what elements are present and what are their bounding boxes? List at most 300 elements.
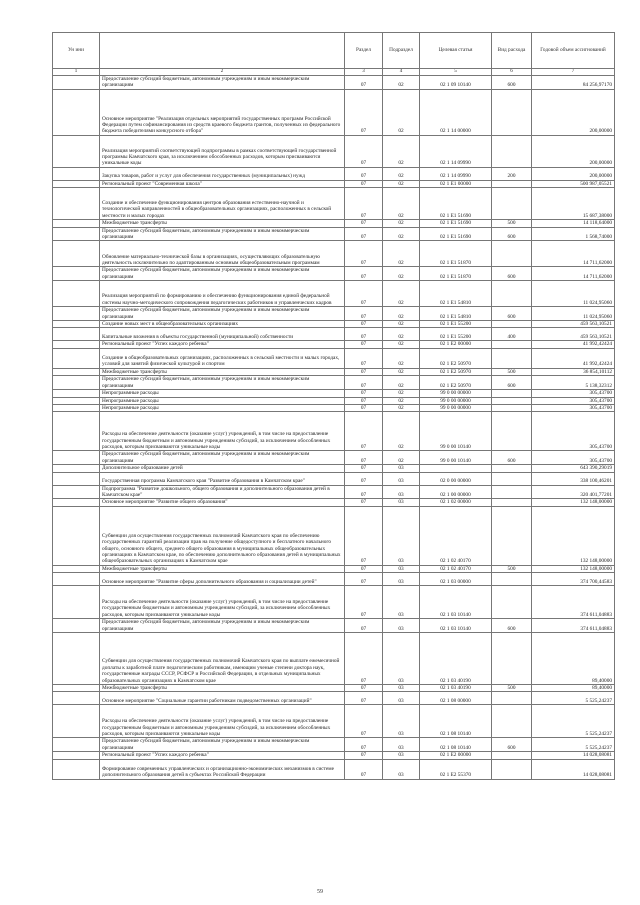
- row-number-cell: [53, 738, 100, 752]
- row-amount-cell: 500 987,05521: [532, 180, 615, 187]
- row-name-cell: Межбюджетные трансферты: [100, 684, 345, 691]
- table-row: [53, 307, 615, 321]
- table-row: [53, 135, 615, 167]
- row-target-article-cell: 02 1 03 10140: [420, 586, 492, 619]
- row-target-article-cell: 02 1 03 40190: [420, 632, 492, 684]
- row-amount-cell: 305,43700: [532, 397, 615, 404]
- table-row: [53, 404, 615, 411]
- row-amount-cell: 132 148,00000: [532, 565, 615, 572]
- row-expense-type-cell: [492, 632, 532, 684]
- row-expense-type-cell: [492, 180, 532, 187]
- row-razdel-cell: 07: [345, 397, 383, 404]
- row-podrazdel-cell: 03: [383, 565, 420, 572]
- row-amount-cell: 41 992,42424: [532, 348, 615, 368]
- row-target-article-cell: 02 1 02 40170: [420, 565, 492, 572]
- row-name-cell: Создание и обеспечение функционирования центров образования естественно-научной и технологической направленностей в общеобразовательных организациях, расположенных в сельской местности и малых городах: [100, 188, 345, 220]
- page-number: 59: [317, 889, 323, 895]
- row-podrazdel-cell: 02: [383, 328, 420, 341]
- table-row: [53, 472, 615, 485]
- row-razdel-cell: 07: [345, 368, 383, 375]
- row-name-cell: Расходы на обеспечение деятельности (оказание услуг) учреждений, в том числе на предоставление государственным бюджетным и автономным учреждениям субсидий, за исключением обособленных расходов, которым присваиваются уникальные коды: [100, 586, 345, 619]
- table-row: [53, 227, 615, 241]
- row-expense-type-cell: [492, 341, 532, 348]
- row-expense-type-cell: 600: [492, 619, 532, 633]
- row-amount-cell: 305,43700: [532, 412, 615, 451]
- column-number: 3: [345, 69, 383, 76]
- row-razdel-cell: 07: [345, 227, 383, 241]
- row-number-cell: [53, 188, 100, 220]
- row-name-cell: Реализация мероприятий соответствующей подпрограммы в рамках соответствующей государственной программы Камчатского края, за исключением обособленных расходов, которым присваиваются уникальные коды: [100, 135, 345, 167]
- row-amount-cell: 14 028,08081: [532, 759, 615, 779]
- row-amount-cell: 36 854,10112: [532, 368, 615, 375]
- row-amount-cell: 11 024,95060: [532, 307, 615, 321]
- row-name-cell: Межбюджетные трансферты: [100, 565, 345, 572]
- row-amount-cell: 5 525,24237: [532, 692, 615, 705]
- row-podrazdel-cell: 03: [383, 465, 420, 472]
- row-name-cell: Субвенции для осуществления государственных полномочий Камчатского края по выплате ежемесячной доплаты к заработной плате педагогическим работникам, имеющим ученые степени доктора наук, государственные награды СССР, РСФСР и Российской Федерации, в отдельных муниципальных образовательных организациях в Камчатском крае: [100, 632, 345, 684]
- row-expense-type-cell: 600: [492, 451, 532, 465]
- row-amount-cell: 374 700,44583: [532, 573, 615, 586]
- row-razdel-cell: 07: [345, 684, 383, 691]
- row-razdel-cell: 07: [345, 188, 383, 220]
- row-target-article-cell: 02 1 02 00000: [420, 499, 492, 506]
- row-amount-cell: 11 024,95060: [532, 281, 615, 307]
- row-amount-cell: 41 992,42424: [532, 341, 615, 348]
- row-razdel-cell: 07: [345, 692, 383, 705]
- row-target-article-cell: 02 1 Е1 51870: [420, 267, 492, 281]
- row-podrazdel-cell: 03: [383, 752, 420, 759]
- row-number-cell: [53, 89, 100, 135]
- table-row: [53, 499, 615, 506]
- row-name-cell: Основное мероприятие "Развитие общего образования": [100, 499, 345, 506]
- row-target-article-cell: 02 1 Е2 00000: [420, 341, 492, 348]
- row-podrazdel-cell: 03: [383, 619, 420, 633]
- row-podrazdel-cell: 03: [383, 684, 420, 691]
- table-row: [53, 451, 615, 465]
- row-razdel-cell: 07: [345, 586, 383, 619]
- row-amount-cell: 305,43700: [532, 451, 615, 465]
- row-expense-type-cell: [492, 573, 532, 586]
- row-target-article-cell: 02 1 08 00000: [420, 692, 492, 705]
- row-podrazdel-cell: 03: [383, 573, 420, 586]
- row-target-article-cell: 99 0 00 10140: [420, 412, 492, 451]
- row-expense-type-cell: [492, 499, 532, 506]
- row-razdel-cell: 07: [345, 328, 383, 341]
- row-razdel-cell: 07: [345, 465, 383, 472]
- table-row: [53, 267, 615, 281]
- row-podrazdel-cell: 02: [383, 397, 420, 404]
- table-row: [53, 167, 615, 180]
- row-name-cell: Закупка товаров, работ и услуг для обеспечения государственных (муниципальных) нужд: [100, 167, 345, 180]
- table-row: [53, 465, 615, 472]
- table-row: [53, 376, 615, 390]
- row-expense-type-cell: 500: [492, 684, 532, 691]
- row-amount-cell: 320 401,77201: [532, 485, 615, 499]
- row-target-article-cell: 02 1 14 00000: [420, 89, 492, 135]
- row-expense-type-cell: [492, 397, 532, 404]
- row-target-article-cell: 02 1 03 10140: [420, 619, 492, 633]
- row-razdel-cell: 07: [345, 472, 383, 485]
- row-podrazdel-cell: 02: [383, 188, 420, 220]
- row-razdel-cell: 07: [345, 752, 383, 759]
- row-number-cell: [53, 705, 100, 738]
- row-razdel-cell: 07: [345, 738, 383, 752]
- table-row: [53, 188, 615, 220]
- table-row: [53, 573, 615, 586]
- row-target-article-cell: 99 0 00 10140: [420, 451, 492, 465]
- row-expense-type-cell: [492, 465, 532, 472]
- row-razdel-cell: 07: [345, 619, 383, 633]
- row-expense-type-cell: [492, 390, 532, 397]
- row-expense-type-cell: [492, 485, 532, 499]
- row-target-article-cell: 02 1 Е1 54810: [420, 281, 492, 307]
- row-amount-cell: 643 390,29019: [532, 465, 615, 472]
- row-target-article-cell: 02 1 Е1 51690: [420, 220, 492, 227]
- row-expense-type-cell: 600: [492, 307, 532, 321]
- row-amount-cell: 374 611,04883: [532, 586, 615, 619]
- row-podrazdel-cell: 02: [383, 227, 420, 241]
- row-razdel-cell: 07: [345, 499, 383, 506]
- table-row: [53, 220, 615, 227]
- table-row: [53, 412, 615, 451]
- table-row: [53, 397, 615, 404]
- row-number-cell: [53, 752, 100, 759]
- row-number-cell: [53, 759, 100, 779]
- row-amount-cell: 14 711,62000: [532, 241, 615, 267]
- row-target-article-cell: 02 1 Е2 00000: [420, 752, 492, 759]
- row-expense-type-cell: 600: [492, 267, 532, 281]
- table-row: [53, 738, 615, 752]
- table-row: [53, 619, 615, 633]
- row-expense-type-cell: [492, 759, 532, 779]
- row-number-cell: [53, 328, 100, 341]
- row-podrazdel-cell: 03: [383, 632, 420, 684]
- row-amount-cell: 5 138,32312: [532, 376, 615, 390]
- table-row: [53, 586, 615, 619]
- header-cell-razdel: Раздел: [345, 33, 383, 69]
- row-number-cell: [53, 412, 100, 451]
- row-number-cell: [53, 348, 100, 368]
- row-amount-cell: 305,43700: [532, 390, 615, 397]
- table-header-row: [53, 33, 615, 69]
- row-name-cell: Расходы на обеспечение деятельности (оказание услуг) учреждений, в том числе на предоставление государственным бюджетным и автономным учреждениям субсидий, за исключением обособленных расходов, которым присваиваются уникальные коды: [100, 412, 345, 451]
- row-number-cell: [53, 586, 100, 619]
- row-razdel-cell: 07: [345, 390, 383, 397]
- table-row: [53, 632, 615, 684]
- row-number-cell: [53, 307, 100, 321]
- row-razdel-cell: 07: [345, 76, 383, 90]
- row-target-article-cell: 02 1 Е1 00000: [420, 180, 492, 187]
- row-amount-cell: 14 711,62000: [532, 267, 615, 281]
- row-razdel-cell: 07: [345, 404, 383, 411]
- header-cell-name: [100, 33, 345, 69]
- row-target-article-cell: 02 1 14 09990: [420, 167, 492, 180]
- row-number-cell: [53, 506, 100, 565]
- row-podrazdel-cell: 03: [383, 485, 420, 499]
- table-row: [53, 89, 615, 135]
- row-target-article-cell: 02 1 Е1 51690: [420, 188, 492, 220]
- header-cell-expense-type: Вид расхода: [492, 33, 532, 69]
- row-amount-cell: 132 148,00000: [532, 506, 615, 565]
- row-podrazdel-cell: 02: [383, 241, 420, 267]
- row-razdel-cell: 07: [345, 485, 383, 499]
- row-name-cell: Региональный проект "Успех каждого ребенка": [100, 341, 345, 348]
- row-podrazdel-cell: 03: [383, 705, 420, 738]
- row-expense-type-cell: 600: [492, 738, 532, 752]
- row-razdel-cell: 07: [345, 307, 383, 321]
- row-amount-cell: 132 148,00000: [532, 499, 615, 506]
- row-number-cell: [53, 499, 100, 506]
- row-name-cell: Региональный проект "Современная школа": [100, 180, 345, 187]
- row-name-cell: Расходы на обеспечение деятельности (оказание услуг) учреждений, в том числе на предоставление государственным бюджетным и автономным учреждениям субсидий, за исключением обособленных расходов, которым присваиваются уникальные коды: [100, 705, 345, 738]
- row-podrazdel-cell: 03: [383, 692, 420, 705]
- row-number-cell: [53, 573, 100, 586]
- row-name-cell: Предоставление субсидий бюджетным, автономным учреждениям и иным некоммерческим организациям: [100, 267, 345, 281]
- row-name-cell: Подпрограмма "Развитие дошкольного, общего образования и дополнительного образования детей в Камчатском крае": [100, 485, 345, 499]
- row-expense-type-cell: [492, 412, 532, 451]
- row-name-cell: Основное мероприятие "Развитие сферы дополнительного образования и социализации детей": [100, 573, 345, 586]
- row-number-cell: [53, 485, 100, 499]
- row-amount-cell: 89,40000: [532, 684, 615, 691]
- table-row: [53, 180, 615, 187]
- row-number-cell: [53, 565, 100, 572]
- table-row: [53, 281, 615, 307]
- row-name-cell: Межбюджетные трансферты: [100, 368, 345, 375]
- budget-table: [52, 32, 615, 780]
- row-target-article-cell: 02 1 Е2 50970: [420, 376, 492, 390]
- row-number-cell: [53, 465, 100, 472]
- row-expense-type-cell: [492, 472, 532, 485]
- row-number-cell: [53, 220, 100, 227]
- row-target-article-cell: 02 1 Е1 55200: [420, 321, 492, 328]
- row-name-cell: Формирование современных управленческих и организационно-экономических механизмов в системе дополнительного образования детей в субъектах Российской Федерации: [100, 759, 345, 779]
- column-number: 7: [532, 69, 615, 76]
- row-name-cell: Государственная программа Камчатского края "Развитие образования в Камчатском крае": [100, 472, 345, 485]
- row-target-article-cell: 02 1 00 00000: [420, 485, 492, 499]
- row-podrazdel-cell: 02: [383, 341, 420, 348]
- row-amount-cell: 89,40000: [532, 632, 615, 684]
- row-amount-cell: 1 568,74000: [532, 227, 615, 241]
- row-podrazdel-cell: 02: [383, 348, 420, 368]
- row-razdel-cell: 07: [345, 220, 383, 227]
- table-row: [53, 76, 615, 90]
- row-podrazdel-cell: 02: [383, 89, 420, 135]
- row-number-cell: [53, 692, 100, 705]
- row-amount-cell: 14 028,08081: [532, 752, 615, 759]
- row-target-article-cell: [420, 465, 492, 472]
- row-razdel-cell: 07: [345, 412, 383, 451]
- row-expense-type-cell: 500: [492, 565, 532, 572]
- row-name-cell: Предоставление субсидий бюджетным, автономным учреждениям и иным некоммерческим организациям: [100, 451, 345, 465]
- row-podrazdel-cell: 02: [383, 404, 420, 411]
- row-podrazdel-cell: 02: [383, 321, 420, 328]
- table-row: [53, 341, 615, 348]
- row-expense-type-cell: [492, 348, 532, 368]
- row-podrazdel-cell: 02: [383, 167, 420, 180]
- table-row: [53, 390, 615, 397]
- row-podrazdel-cell: 03: [383, 506, 420, 565]
- row-number-cell: [53, 390, 100, 397]
- row-amount-cell: 15 687,38000: [532, 188, 615, 220]
- table-row: [53, 705, 615, 738]
- row-number-cell: [53, 684, 100, 691]
- row-podrazdel-cell: 03: [383, 499, 420, 506]
- row-amount-cell: 459 563,10521: [532, 328, 615, 341]
- row-target-article-cell: 02 1 02 40170: [420, 506, 492, 565]
- table-row: [53, 506, 615, 565]
- row-amount-cell: 5 525,24237: [532, 738, 615, 752]
- row-name-cell: Предоставление субсидий бюджетным, автономным учреждениям и иным некоммерческим организациям: [100, 619, 345, 633]
- row-number-cell: [53, 281, 100, 307]
- row-podrazdel-cell: 02: [383, 376, 420, 390]
- row-expense-type-cell: [492, 586, 532, 619]
- row-target-article-cell: 02 1 03 00000: [420, 573, 492, 586]
- row-podrazdel-cell: 02: [383, 368, 420, 375]
- row-razdel-cell: 07: [345, 348, 383, 368]
- row-number-cell: [53, 321, 100, 328]
- row-name-cell: Основное мероприятие "Социальные гарантии работникам подведомственных организаций": [100, 692, 345, 705]
- row-name-cell: Основное мероприятие "Реализация отдельных мероприятий государственных программ Российской Федерации путем софинансирования из средств краевого бюджета грантов, полученных из федерального бюджета победителями конкурсного отбора": [100, 89, 345, 135]
- row-amount-cell: 200,00000: [532, 167, 615, 180]
- table-row: [53, 348, 615, 368]
- row-expense-type-cell: 600: [492, 376, 532, 390]
- row-razdel-cell: 07: [345, 89, 383, 135]
- row-podrazdel-cell: 03: [383, 759, 420, 779]
- row-expense-type-cell: 600: [492, 76, 532, 90]
- row-podrazdel-cell: 02: [383, 267, 420, 281]
- row-podrazdel-cell: 03: [383, 472, 420, 485]
- row-razdel-cell: 07: [345, 506, 383, 565]
- row-number-cell: [53, 472, 100, 485]
- row-razdel-cell: 07: [345, 241, 383, 267]
- row-razdel-cell: 07: [345, 705, 383, 738]
- row-podrazdel-cell: 02: [383, 412, 420, 451]
- table-row: [53, 321, 615, 328]
- row-expense-type-cell: [492, 321, 532, 328]
- row-name-cell: Предоставление субсидий бюджетным, автономным учреждениям и иным некоммерческим организациям: [100, 227, 345, 241]
- row-name-cell: Региональный проект "Успех каждого ребенка": [100, 752, 345, 759]
- row-amount-cell: 14 118,64000: [532, 220, 615, 227]
- row-razdel-cell: 07: [345, 759, 383, 779]
- row-target-article-cell: 02 1 14 09990: [420, 135, 492, 167]
- row-name-cell: Предоставление субсидий бюджетным, автономным учреждениям и иным некоммерческим организациям: [100, 376, 345, 390]
- row-amount-cell: 305,43700: [532, 404, 615, 411]
- row-number-cell: [53, 451, 100, 465]
- row-podrazdel-cell: 02: [383, 76, 420, 90]
- row-target-article-cell: 99 0 00 00000: [420, 397, 492, 404]
- row-razdel-cell: 07: [345, 267, 383, 281]
- table-row: [53, 684, 615, 691]
- row-expense-type-cell: [492, 705, 532, 738]
- column-number-row: [53, 69, 615, 76]
- row-amount-cell: 84 256,97170: [532, 76, 615, 90]
- row-razdel-cell: 07: [345, 167, 383, 180]
- row-razdel-cell: 07: [345, 341, 383, 348]
- row-razdel-cell: 07: [345, 281, 383, 307]
- row-target-article-cell: 02 1 Е2 50970: [420, 368, 492, 375]
- row-target-article-cell: 02 0 00 00000: [420, 472, 492, 485]
- row-razdel-cell: 07: [345, 565, 383, 572]
- row-expense-type-cell: 500: [492, 368, 532, 375]
- header-cell-target-article: Целевая статья: [420, 33, 492, 69]
- row-amount-cell: 200,00000: [532, 89, 615, 135]
- row-number-cell: [53, 376, 100, 390]
- row-podrazdel-cell: 02: [383, 135, 420, 167]
- row-name-cell: Обновление материально-технической базы в организациях, осуществляющих образовательную деятельность исключительно по адаптированным основным общеобразовательным программам: [100, 241, 345, 267]
- row-target-article-cell: 02 1 09 10140: [420, 76, 492, 90]
- row-expense-type-cell: [492, 241, 532, 267]
- row-number-cell: [53, 227, 100, 241]
- row-podrazdel-cell: 02: [383, 390, 420, 397]
- row-name-cell: Непрограммные расходы: [100, 390, 345, 397]
- row-target-article-cell: 02 1 08 10140: [420, 738, 492, 752]
- row-number-cell: [53, 397, 100, 404]
- row-amount-cell: 338 100,46201: [532, 472, 615, 485]
- row-expense-type-cell: 500: [492, 220, 532, 227]
- row-name-cell: Непрограммные расходы: [100, 397, 345, 404]
- row-expense-type-cell: [492, 404, 532, 411]
- table-row: [53, 759, 615, 779]
- row-podrazdel-cell: 02: [383, 307, 420, 321]
- row-expense-type-cell: 600: [492, 227, 532, 241]
- row-name-cell: Предоставление субсидий бюджетным, автономным учреждениям и иным некоммерческим организациям: [100, 76, 345, 90]
- row-razdel-cell: 07: [345, 180, 383, 187]
- row-amount-cell: 5 525,24237: [532, 705, 615, 738]
- row-name-cell: Капитальные вложения в объекты государственной (муниципальной) собственности: [100, 328, 345, 341]
- row-podrazdel-cell: 02: [383, 451, 420, 465]
- row-target-article-cell: 99 0 00 00000: [420, 404, 492, 411]
- row-target-article-cell: 02 1 Е1 55200: [420, 328, 492, 341]
- row-podrazdel-cell: 02: [383, 220, 420, 227]
- row-target-article-cell: 02 1 03 40190: [420, 684, 492, 691]
- row-razdel-cell: 07: [345, 632, 383, 684]
- row-name-cell: Непрограммные расходы: [100, 404, 345, 411]
- row-target-article-cell: 02 1 Е2 50970: [420, 348, 492, 368]
- row-number-cell: [53, 404, 100, 411]
- row-podrazdel-cell: 03: [383, 586, 420, 619]
- row-amount-cell: 459 563,10521: [532, 321, 615, 328]
- row-number-cell: [53, 341, 100, 348]
- row-amount-cell: 374 611,04883: [532, 619, 615, 633]
- row-podrazdel-cell: 03: [383, 738, 420, 752]
- table-row: [53, 241, 615, 267]
- row-number-cell: [53, 135, 100, 167]
- row-name-cell: Дополнительное образование детей: [100, 465, 345, 472]
- row-name-cell: Создание в общеобразовательных организациях, расположенных в сельской местности и малых городах, условий для занятий физической культурой и спортом: [100, 348, 345, 368]
- row-name-cell: Субвенции для осуществления государственных полномочий Камчатского края по обеспечению государственных гарантий реализации прав на получение общедоступного и бесплатного начального общего, основного общего, среднего общего образования в муниципальных общеобразовательных организациях в Камчатском крае, по обеспечению дополнительного образования детей в муниципальных общеобразовательных организациях в Камчатском крае: [100, 506, 345, 565]
- row-number-cell: [53, 632, 100, 684]
- row-target-article-cell: 99 0 00 00000: [420, 390, 492, 397]
- column-number: 5: [420, 69, 492, 76]
- row-number-cell: [53, 619, 100, 633]
- row-razdel-cell: 07: [345, 451, 383, 465]
- row-expense-type-cell: 200: [492, 167, 532, 180]
- row-podrazdel-cell: 02: [383, 180, 420, 187]
- row-expense-type-cell: 400: [492, 328, 532, 341]
- row-razdel-cell: 07: [345, 573, 383, 586]
- row-expense-type-cell: [492, 692, 532, 705]
- row-number-cell: [53, 180, 100, 187]
- header-cell-podrazdel: Подраздел: [383, 33, 420, 69]
- table-row: [53, 692, 615, 705]
- table-row: [53, 368, 615, 375]
- row-target-article-cell: 02 1 08 10140: [420, 705, 492, 738]
- table-row: [53, 485, 615, 499]
- table-row: [53, 752, 615, 759]
- row-expense-type-cell: [492, 188, 532, 220]
- row-expense-type-cell: [492, 506, 532, 565]
- row-name-cell: Предоставление субсидий бюджетным, автономным учреждениям и иным некоммерческим организациям: [100, 307, 345, 321]
